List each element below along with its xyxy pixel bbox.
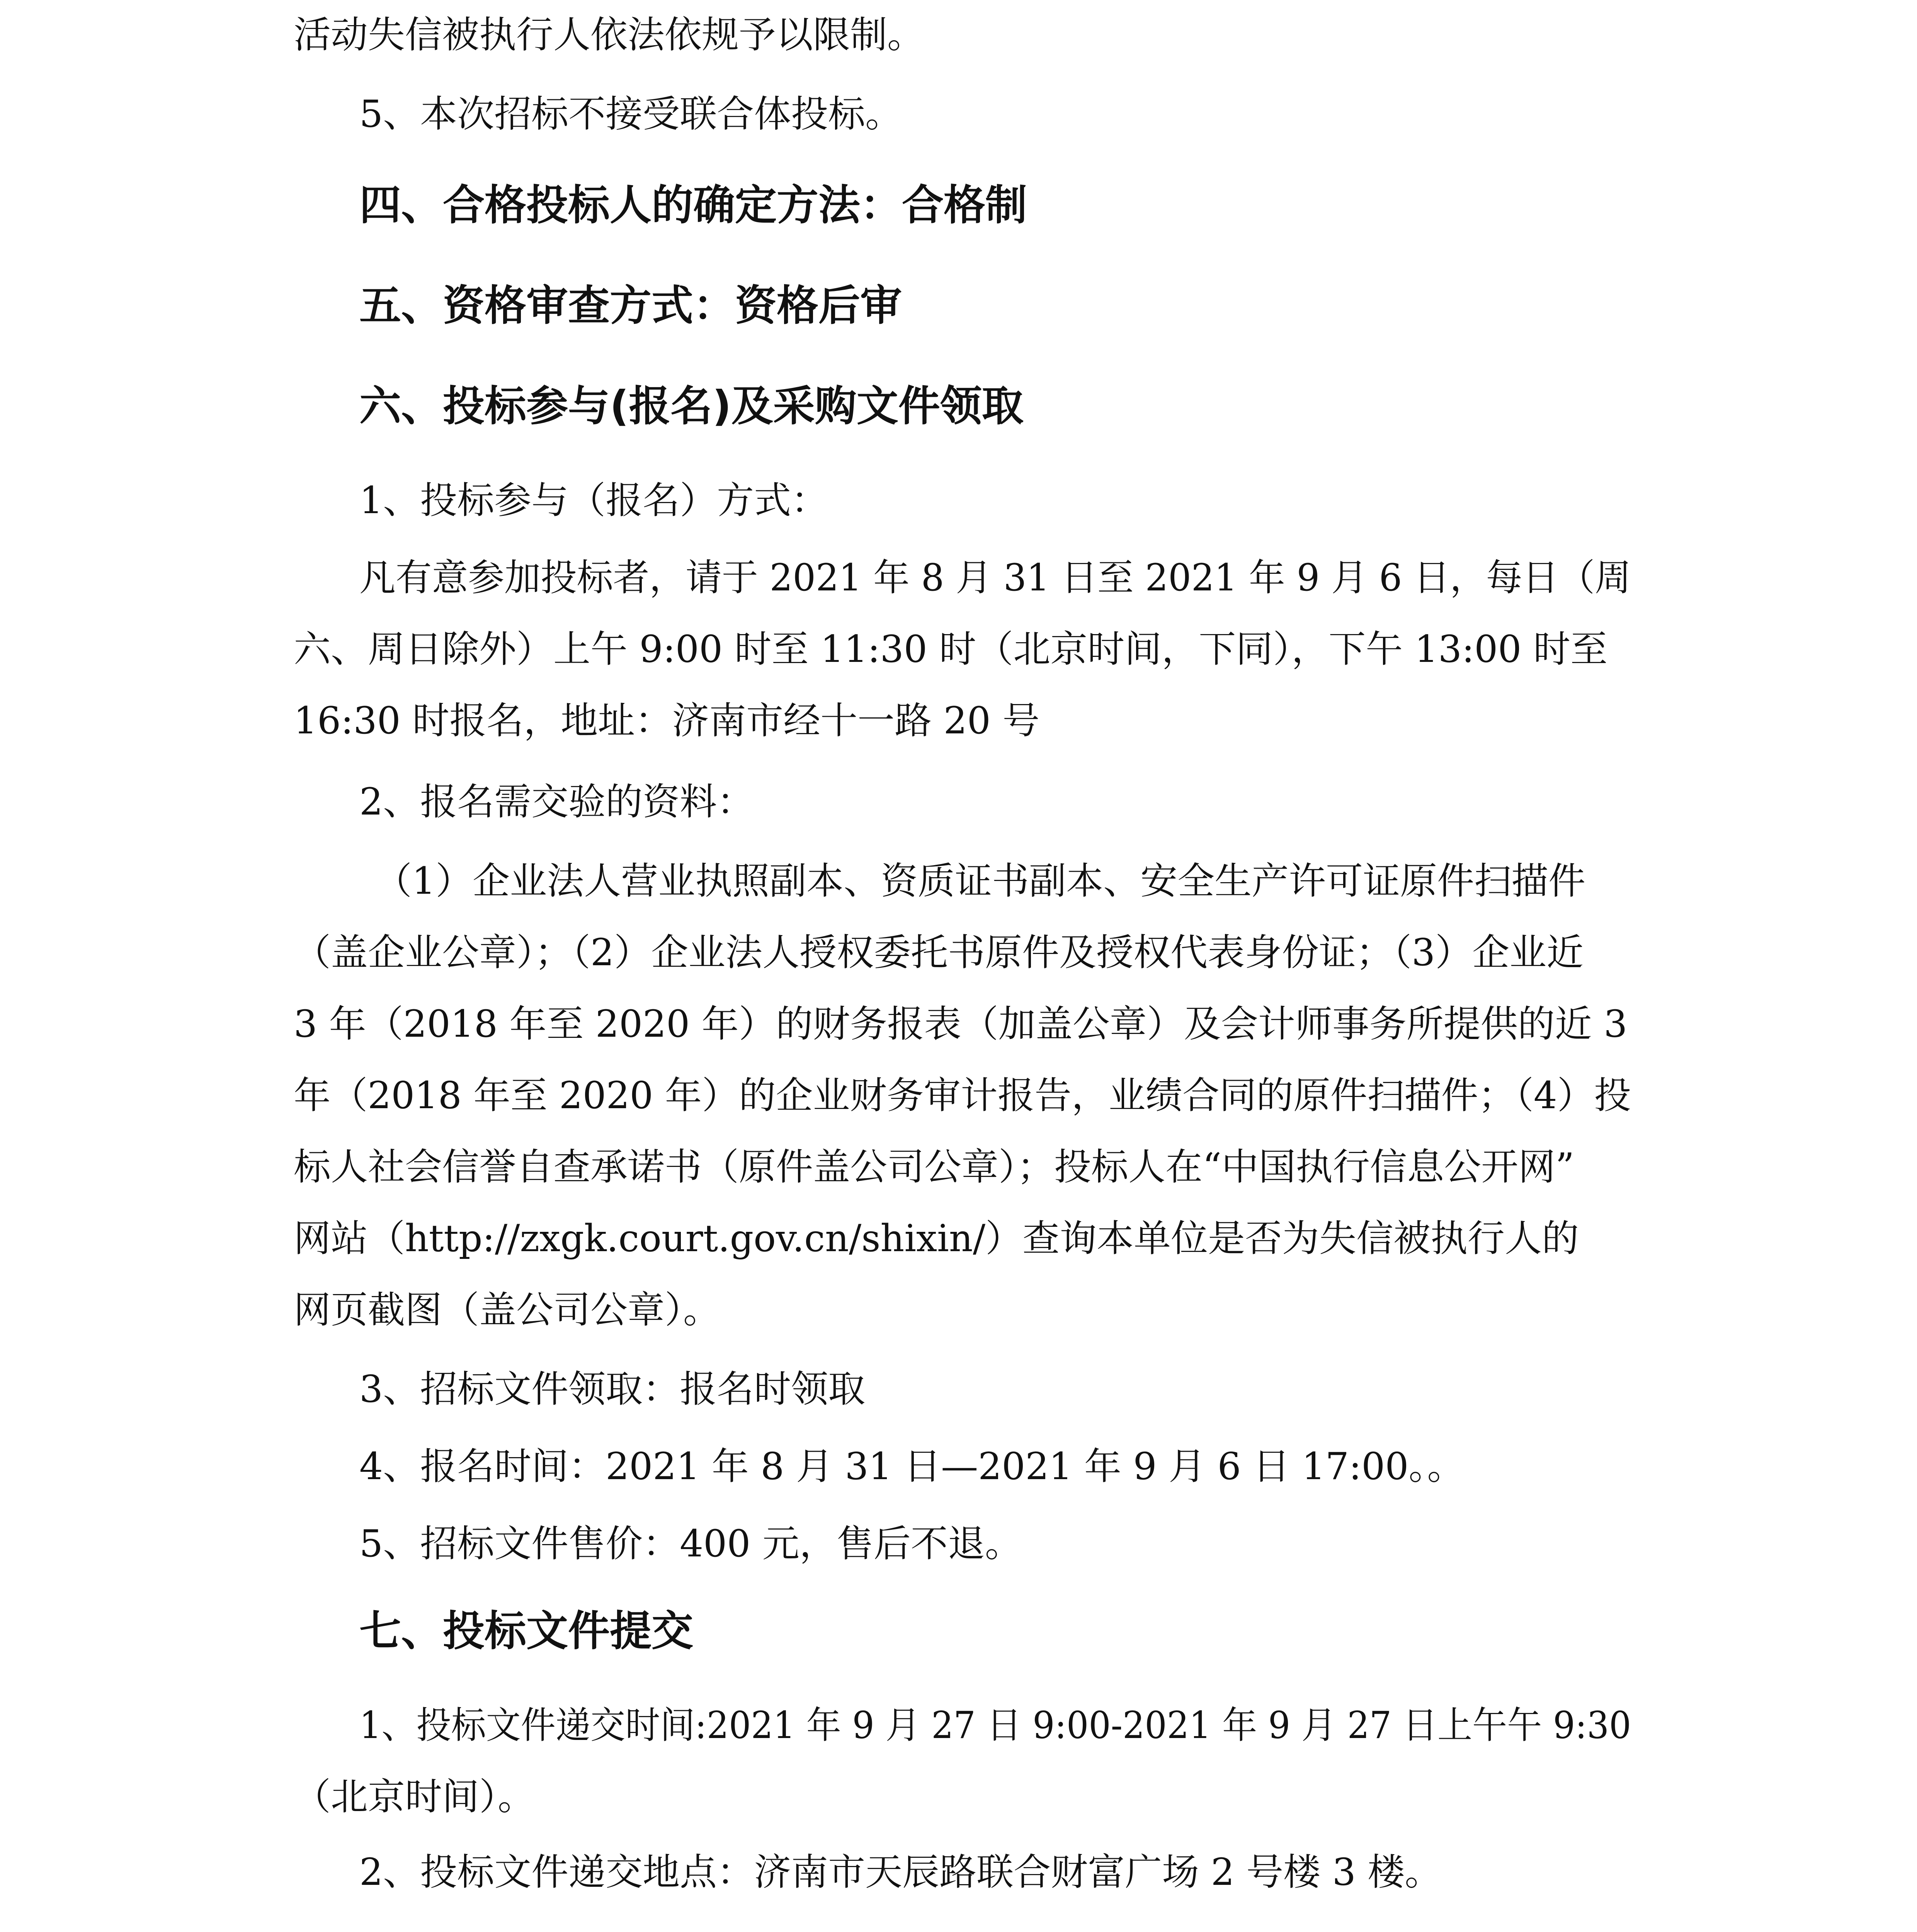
section-heading: 六、投标参与(报名)及采购文件领取 — [359, 382, 1024, 430]
paragraph-line: （盖企业公章）；（2）企业法人授权委托书原件及授权代表身份证；（3）企业近 — [294, 931, 1584, 974]
section-heading: 四、合格投标人的确定方法：合格制 — [359, 181, 1027, 230]
paragraph-line: 凡有意参加投标者，请于 2021 年 8 月 31 日至 2021 年 9 月 6 日，每日（周 — [359, 556, 1631, 599]
paragraph-line: （1）企业法人营业执照副本、资质证书副本、安全生产许可证原件扫描件 — [375, 859, 1586, 903]
list-item: 2、投标文件递交地点：济南市天辰路联合财富广场 2 号楼 3 楼。 — [359, 1850, 1442, 1894]
paragraph-line: （北京时间）。 — [294, 1775, 535, 1818]
list-item: 1、投标文件递交时间:2021 年 9 月 27 日 9:00-2021 年 9 月 27 日上午午 9:30 — [359, 1704, 1631, 1747]
paragraph-line: 16:30 时报名，地址：济南市经十一路 20 号 — [294, 699, 1040, 742]
paragraph-line: 六、周日除外）上午 9:00 时至 11:30 时（北京时间，下同），下午 13:00 时至 — [294, 628, 1607, 671]
section-heading: 七、投标文件提交 — [359, 1607, 694, 1655]
section-heading: 五、资格审查方式：资格后审 — [359, 282, 902, 330]
paragraph-line: 活动失信被执行人依法依规予以限制。 — [294, 13, 924, 56]
list-item: 5、本次招标不接受联合体投标。 — [359, 92, 903, 136]
list-item: 4、报名时间：2021 年 8 月 31 日—2021 年 9 月 6 日 17:00。。 — [359, 1445, 1465, 1488]
paragraph-line: 年（2018 年至 2020 年）的企业财务审计报告，业绩合同的原件扫描件；（4）投 — [294, 1074, 1631, 1117]
paragraph-line: 网页截图（盖公司公章）。 — [294, 1288, 720, 1332]
paragraph-line: 3 年（2018 年至 2020 年）的财务报表（加盖公章）及会计师事务所提供的近 3 — [294, 1002, 1628, 1046]
list-item: 3、招标文件领取：报名时领取 — [359, 1367, 866, 1411]
list-item: 2、报名需交验的资料： — [359, 780, 754, 823]
list-item: 1、投标参与（报名）方式： — [359, 479, 828, 522]
paragraph-line: 标人社会信誉自查承诺书（原件盖公司公章）；投标人在“中国执行信息公开网” — [294, 1145, 1575, 1189]
paragraph-line: 网站（http://zxgk.court.gov.cn/shixin/）查询本单位是否为失信被执行人的 — [294, 1217, 1579, 1260]
list-item: 5、招标文件售价：400 元，售后不退。 — [359, 1522, 1022, 1565]
